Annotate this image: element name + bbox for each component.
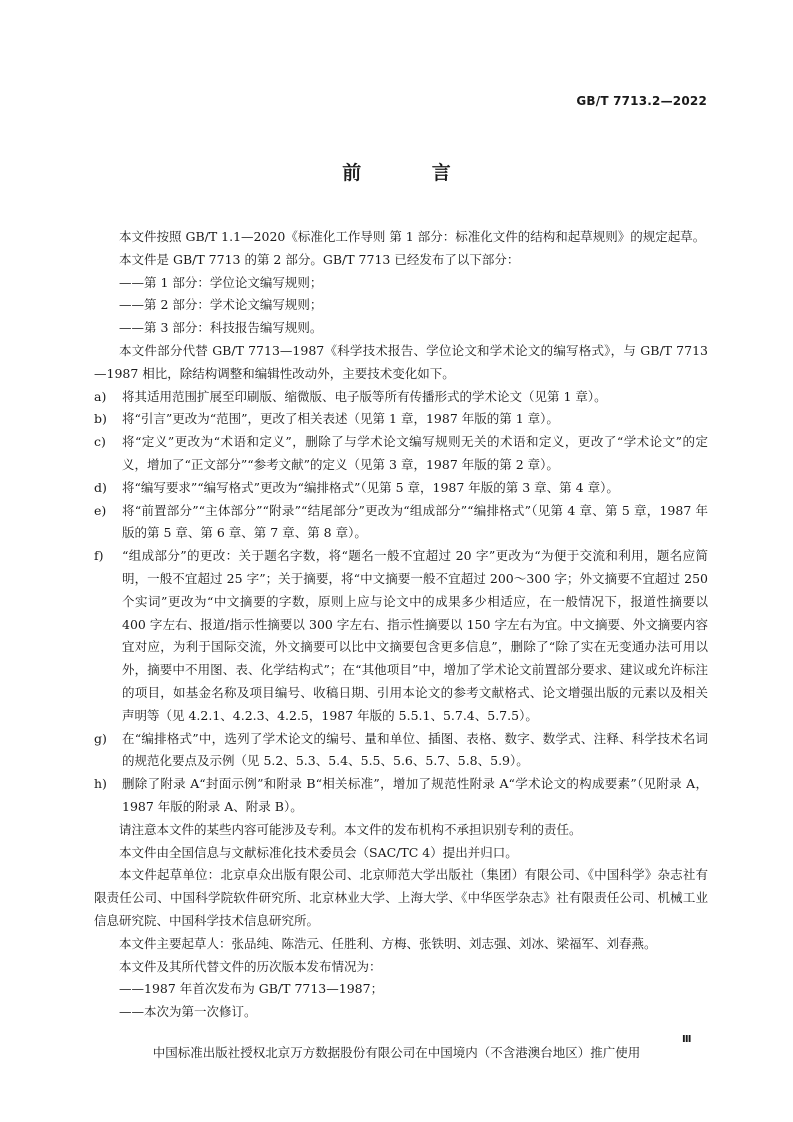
paragraph: 本文件是 GB/T 7713 的第 2 部分。GB/T 7713 已经发布了以下部分： — [119, 251, 520, 267]
change-text: 删除了附录 A“封面示例”和附录 B“相关标准”，增加了规范性附录 A“学术论文的构成要素”（见附录 A，1987 年版的附录 A、附录 B）。 — [122, 776, 708, 814]
change-marker: f) — [94, 548, 104, 564]
part-list-item: ——第 1 部分：学位论文编写规则； — [119, 274, 323, 290]
paragraph: 本文件部分代替 GB/T 7713—1987《科学技术报告、学位论文和学术论文的编写格式》，与 GB/T 7713—1987 相比，除结构调整和编辑性改动外，主要技术变化如下。 — [94, 342, 708, 381]
change-marker: g) — [94, 730, 107, 746]
paragraph: 请注意本文件的某些内容可能涉及专利。本文件的发布机构不承担识别专利的责任。 — [119, 821, 582, 837]
paragraph: 本文件主要起草人：张品纯、陈浩元、任胜利、方梅、张铁明、刘志强、刘冰、梁福军、刘春燕。 — [119, 935, 657, 951]
paragraph: 本文件起草单位：北京卓众出版有限公司、北京师范大学出版社（集团）有限公司、《中国科学》杂志社有限责任公司、中国科学院软件研究所、北京林业大学、上海大学、《中华医学杂志》社有限责任公司、机械工业信息研究院、中国科学技术信息研究所。 — [94, 867, 708, 928]
version-list-item: ——1987 年首次发布为 GB/T 7713—1987； — [119, 981, 384, 997]
change-text: 将“编写要求”“编写格式”更改为“编排格式”（见第 5 章，1987 年版的第 3 章、第 4 章）。 — [122, 479, 619, 495]
paragraph: 本文件及其所代替文件的历次版本发布情况为： — [119, 958, 382, 974]
change-text: 将“引言”更改为“范围”，更改了相关表述（见第 1 章，1987 年版的第 1 章）。 — [122, 411, 559, 427]
change-item — [94, 477, 708, 500]
part-list-item: ——第 3 部分：科技报告编写规则。 — [119, 320, 323, 336]
change-text: 将“定义”更改为“术语和定义”，删除了与学术论文编写规则无关的术语和定义，更改了“学术论文”的定义，增加了“正文部分”“参考文献”的定义（见第 3 章，1987 年版的第 2 章）。 — [122, 434, 708, 472]
version-list-item: ——本次为第一次修订。 — [119, 1004, 257, 1020]
change-marker: d) — [94, 479, 107, 495]
page-title: 前 言 — [342, 162, 483, 184]
change-item — [94, 728, 708, 774]
change-item — [94, 431, 708, 477]
change-marker: h) — [94, 776, 107, 792]
standard-number: GB/T 7713.2—2022 — [576, 94, 707, 108]
paragraph: 本文件由全国信息与文献标准化技术委员会（SAC/TC 4）提出并归口。 — [119, 844, 518, 860]
license-notice: 中国标准出版社授权北京万方数据股份有限公司在中国境内（不含港澳台地区）推广使用 — [152, 1045, 641, 1060]
change-text: 将其适用范围扩展至印刷版、缩微版、电子版等所有传播形式的学术论文（见第 1 章）。 — [122, 388, 607, 404]
change-marker: e) — [94, 502, 107, 518]
change-text: 在“编排格式”中，选列了学术论文的编号、量和单位、插图、表格、数字、数学式、注释、科学技术名词的规范化要点及示例（见 5.2、5.3、5.4、5.5、5.6、5.7、5.8、5.9）。 — [122, 730, 708, 769]
change-item — [94, 773, 708, 819]
foreword-body — [94, 226, 708, 1024]
paragraph: 本文件按照 GB/T 1.1—2020《标准化工作导则 第 1 部分：标准化文件的结构和起草规则》的规定起草。 — [119, 229, 706, 244]
change-item — [94, 545, 708, 727]
change-marker: c) — [94, 434, 106, 450]
page-number: Ⅲ — [682, 1034, 692, 1045]
part-list-item: ——第 2 部分：学术论文编写规则； — [119, 297, 323, 313]
change-marker: a) — [94, 388, 107, 404]
change-item — [94, 500, 708, 546]
change-item — [94, 386, 708, 409]
change-marker: b) — [94, 411, 107, 427]
change-item — [94, 408, 708, 431]
change-text: 将“前置部分”“主体部分”“附录”“结尾部分”更改为“组成部分”“编排格式”（见第 4 章、第 5 章，1987 年版的第 5 章、第 6 章、第 7 章、第 8 章）。 — [122, 502, 708, 541]
change-text: “组成部分”的更改：关于题名字数，将“题名一般不宜超过 20 字”更改为“为便于交流和利用，题名应简明，一般不宜超过 25 字”；关于摘要，将“中文摘要一般不宜超过 200～300 字；外文摘要不宜超过 250 个实词”更改为“中文摘要的字数，原则上应与论文中的成果多少相适应，在一般情况下，报道性摘要以 400 字左右、报道/指示性摘要以 300 字左右、指示性摘要以 150 字左右为宜。中文摘要、外文摘要内容宜对应，为利于国际交流，外文摘要可以比中文摘要包含更多信息”，删除了“除了实在无变通办法可用以外，摘要中不用图、表、化学结构式”；在“其他项目”中，增加了学术论文前置部分要求、建议或允许标注的项目，如基金名称及项目编号、收稿日期、引用本论文的参考文献格式、论文增强出版的元素以及相关声明等（见 4.2.1、4.2.3、4.2.5，1987 年版的 5.5.1、5.7.4、5.7.5）。 — [122, 548, 708, 723]
